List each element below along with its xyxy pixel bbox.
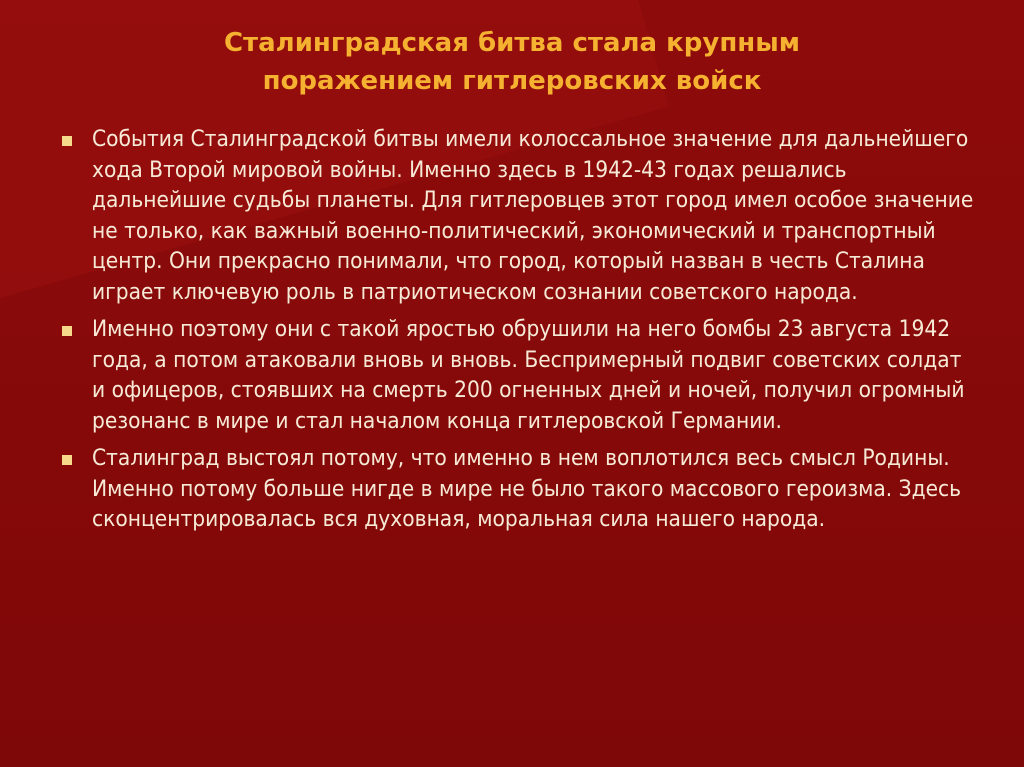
slide-title-line-1: Сталинградская битва стала крупным <box>223 28 801 58</box>
square-bullet-icon <box>62 326 72 336</box>
square-bullet-icon <box>62 136 72 146</box>
bullet-text-2: Именно поэтому они с такой яростью обрушили на него бомбы 23 августа 1942 года, а потом атаковали вновь и вновь. Беспримерный подвиг советских солдат и офицеров, стоявших на смерть 200 огненных дней и ночей, получил огромный резонанс в мире и стал началом конца гитлеровской Германии. <box>92 316 965 434</box>
bullet-list <box>58 124 974 542</box>
bullet-item-1 <box>58 124 974 307</box>
slide-title-line-2: поражением гитлеровских войск <box>262 66 762 96</box>
bullet-item-2 <box>58 314 974 436</box>
bullet-text-3: Сталинград выстоял потому, что именно в нем воплотился весь смысл Родины. Именно потому больше нигде в мире не было такого массового героизма. Здесь сконцентрировалась вся духовная, моральная сила нашего народа. <box>92 445 962 532</box>
bullet-item-3 <box>58 443 974 535</box>
square-bullet-icon <box>62 455 72 465</box>
slide-title <box>40 24 984 100</box>
bullet-text-1: События Сталинградской битвы имели колоссальное значение для дальнейшего хода Второй мировой войны. Именно здесь в 1942-43 годах решались дальнейшие судьбы планеты. Для гитлеровцев этот город имел особое значение не только, как важный военно-политический, экономический и транспортный центр. Они прекрасно понимали, что город, который назван в честь Сталина играет ключевую роль в патриотическом сознании советского народа. <box>92 126 974 305</box>
